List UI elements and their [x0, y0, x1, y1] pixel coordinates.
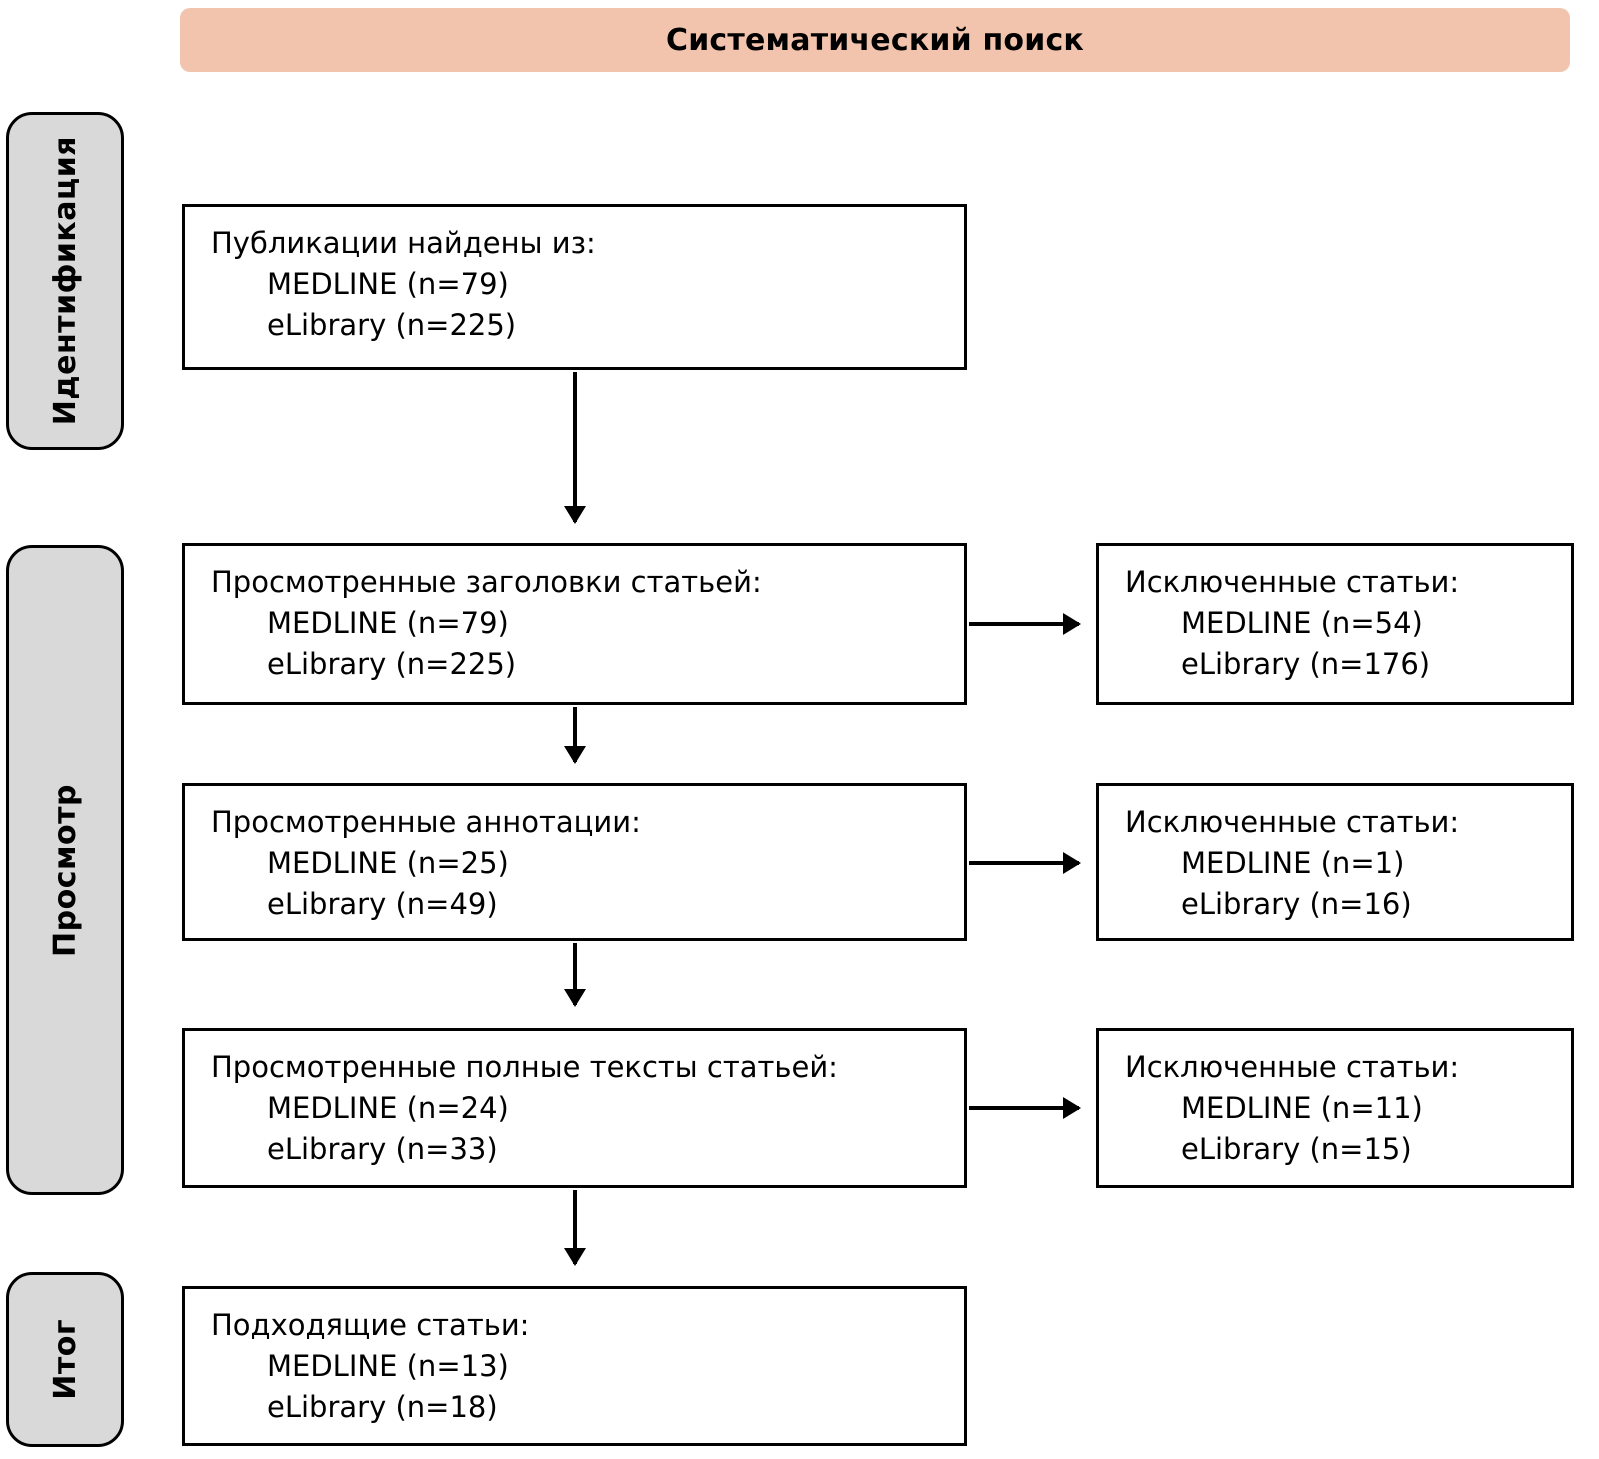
box-fulltext-screened-title: Просмотренные полные тексты статьей: [211, 1050, 838, 1084]
stage-identification-label: Идентификация [47, 136, 83, 426]
arrow-abstracts-to-fulltext [573, 943, 577, 1005]
arrow-identified-to-titles [573, 372, 577, 522]
box-fulltext-screened-line-elibrary: eLibrary (n=33) [267, 1132, 498, 1167]
box-abstracts-screened [182, 783, 967, 941]
box-excluded-titles-title: Исключенные статьи: [1125, 565, 1460, 599]
search-banner [180, 8, 1570, 72]
box-excluded-titles-line-medline: MEDLINE (n=54) [1181, 606, 1423, 641]
stage-included [6, 1272, 124, 1447]
box-excluded-fulltext [1096, 1028, 1574, 1188]
box-fulltext-screened [182, 1028, 967, 1188]
arrow-fulltext-to-excluded [969, 1106, 1079, 1110]
box-excluded-fulltext-title: Исключенные статьи: [1125, 1050, 1460, 1084]
box-eligible-articles-title: Подходящие статьи: [211, 1308, 530, 1342]
box-records-identified [182, 204, 967, 370]
arrow-fulltext-to-eligible [573, 1190, 577, 1264]
box-abstracts-screened-line-elibrary: eLibrary (n=49) [267, 887, 498, 922]
box-excluded-abstracts-title: Исключенные статьи: [1125, 805, 1460, 839]
arrow-abstracts-to-excluded [969, 861, 1079, 865]
box-excluded-abstracts-line-medline: MEDLINE (n=1) [1181, 846, 1405, 881]
box-excluded-abstracts [1096, 783, 1574, 941]
banner-title: Систематический поиск [665, 22, 1084, 58]
box-abstracts-screened-title: Просмотренные аннотации: [211, 805, 641, 839]
box-records-identified-title: Публикации найдены из: [211, 226, 596, 260]
box-titles-screened-line-medline: MEDLINE (n=79) [267, 606, 509, 641]
box-records-identified-line-medline: MEDLINE (n=79) [267, 267, 509, 302]
box-excluded-titles [1096, 543, 1574, 705]
box-eligible-articles-line-medline: MEDLINE (n=13) [267, 1349, 509, 1384]
stage-screening [6, 545, 124, 1195]
stage-identification [6, 112, 124, 450]
box-excluded-fulltext-line-elibrary: eLibrary (n=15) [1181, 1132, 1412, 1167]
box-excluded-titles-line-elibrary: eLibrary (n=176) [1181, 647, 1431, 682]
stage-included-label: Итог [47, 1319, 83, 1400]
box-excluded-fulltext-line-medline: MEDLINE (n=11) [1181, 1091, 1423, 1126]
box-eligible-articles-line-elibrary: eLibrary (n=18) [267, 1390, 498, 1425]
box-fulltext-screened-line-medline: MEDLINE (n=24) [267, 1091, 509, 1126]
stage-screening-label: Просмотр [47, 783, 83, 957]
box-titles-screened-line-elibrary: eLibrary (n=225) [267, 647, 517, 682]
box-records-identified-line-elibrary: eLibrary (n=225) [267, 308, 517, 343]
box-abstracts-screened-line-medline: MEDLINE (n=25) [267, 846, 509, 881]
box-titles-screened [182, 543, 967, 705]
box-eligible-articles [182, 1286, 967, 1446]
arrow-titles-to-excluded [969, 622, 1079, 626]
box-excluded-abstracts-line-elibrary: eLibrary (n=16) [1181, 887, 1412, 922]
box-titles-screened-title: Просмотренные заголовки статьей: [211, 565, 762, 599]
arrow-titles-to-abstracts [573, 707, 577, 762]
